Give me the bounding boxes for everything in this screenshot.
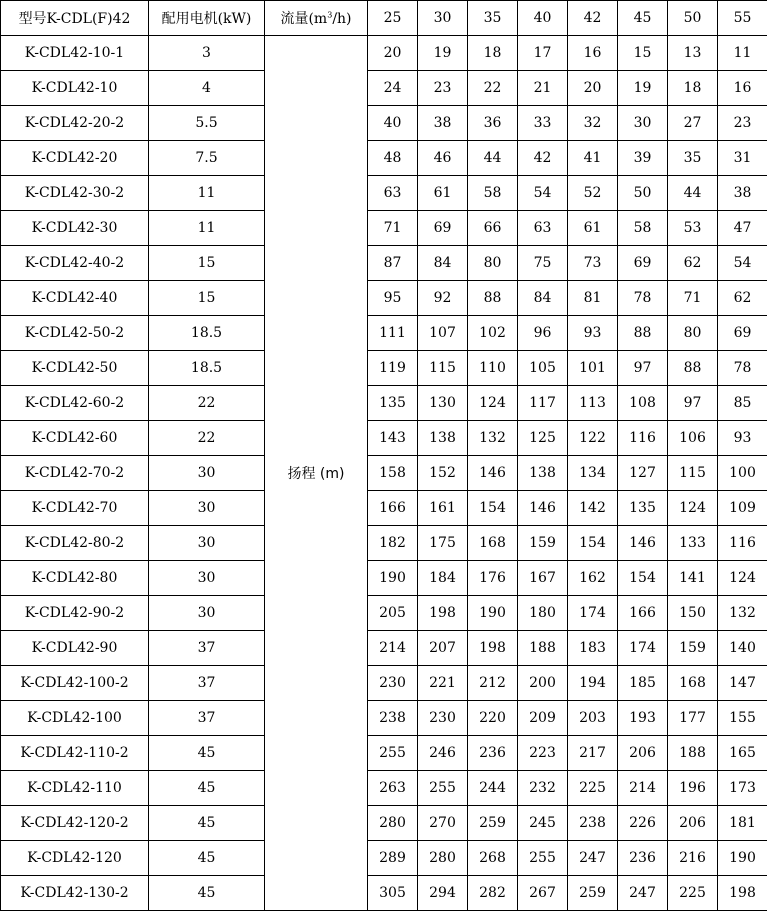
table-row <box>1 71 767 106</box>
head-value-cell: 166 <box>618 596 668 631</box>
head-value-cell: 117 <box>518 386 568 421</box>
head-value-cell: 100 <box>718 456 767 491</box>
table-row <box>1 176 767 211</box>
head-value-cell: 225 <box>668 876 718 911</box>
head-value-cell: 175 <box>418 526 468 561</box>
model-cell: K-CDL42-20 <box>1 141 149 176</box>
head-value-cell: 44 <box>668 176 718 211</box>
head-value-cell: 69 <box>718 316 767 351</box>
head-value-cell: 81 <box>568 281 618 316</box>
head-value-cell: 305 <box>368 876 418 911</box>
flow-value: 55 <box>718 1 767 36</box>
table-row <box>1 841 767 876</box>
head-value-cell: 207 <box>418 631 468 666</box>
head-value-cell: 95 <box>368 281 418 316</box>
model-cell: K-CDL42-50-2 <box>1 316 149 351</box>
model-header: 型号K-CDL(F)42 <box>1 1 149 36</box>
head-value-cell: 30 <box>618 106 668 141</box>
motor-cell: 22 <box>149 421 265 456</box>
head-value-cell: 133 <box>668 526 718 561</box>
head-value-cell: 22 <box>468 71 518 106</box>
head-value-cell: 85 <box>718 386 767 421</box>
motor-cell: 15 <box>149 281 265 316</box>
head-value-cell: 21 <box>518 71 568 106</box>
model-cell: K-CDL42-10-1 <box>1 36 149 71</box>
head-value-cell: 108 <box>618 386 668 421</box>
motor-cell: 45 <box>149 876 265 911</box>
table-row <box>1 876 767 911</box>
head-value-cell: 71 <box>668 281 718 316</box>
table-row <box>1 806 767 841</box>
motor-cell: 30 <box>149 456 265 491</box>
head-value-cell: 84 <box>418 246 468 281</box>
head-value-cell: 168 <box>668 666 718 701</box>
motor-cell: 11 <box>149 211 265 246</box>
head-value-cell: 268 <box>468 841 518 876</box>
head-value-cell: 138 <box>418 421 468 456</box>
head-value-cell: 184 <box>418 561 468 596</box>
head-value-cell: 216 <box>668 841 718 876</box>
head-value-cell: 69 <box>618 246 668 281</box>
head-value-cell: 69 <box>418 211 468 246</box>
model-cell: K-CDL42-70-2 <box>1 456 149 491</box>
head-value-cell: 230 <box>368 666 418 701</box>
head-value-cell: 232 <box>518 771 568 806</box>
head-value-cell: 93 <box>568 316 618 351</box>
head-value-cell: 124 <box>718 561 767 596</box>
head-value-cell: 182 <box>368 526 418 561</box>
head-value-cell: 190 <box>368 561 418 596</box>
head-value-cell: 198 <box>468 631 518 666</box>
head-value-cell: 154 <box>618 561 668 596</box>
head-value-cell: 212 <box>468 666 518 701</box>
table-row <box>1 106 767 141</box>
head-value-cell: 39 <box>618 141 668 176</box>
head-value-cell: 33 <box>518 106 568 141</box>
head-value-cell: 146 <box>618 526 668 561</box>
head-value-cell: 146 <box>468 456 518 491</box>
head-value-cell: 92 <box>418 281 468 316</box>
head-value-cell: 110 <box>468 351 518 386</box>
head-value-cell: 115 <box>418 351 468 386</box>
head-value-cell: 47 <box>718 211 767 246</box>
head-value-cell: 190 <box>468 596 518 631</box>
head-value-cell: 130 <box>418 386 468 421</box>
head-value-cell: 255 <box>418 771 468 806</box>
head-value-cell: 124 <box>668 491 718 526</box>
head-value-cell: 255 <box>518 841 568 876</box>
head-value-cell: 23 <box>718 106 767 141</box>
head-value-cell: 46 <box>418 141 468 176</box>
head-value-cell: 143 <box>368 421 418 456</box>
head-value-cell: 177 <box>668 701 718 736</box>
motor-cell: 18.5 <box>149 351 265 386</box>
model-cell: K-CDL42-10 <box>1 71 149 106</box>
head-value-cell: 111 <box>368 316 418 351</box>
head-value-cell: 87 <box>368 246 418 281</box>
head-value-cell: 180 <box>518 596 568 631</box>
model-cell: K-CDL42-100-2 <box>1 666 149 701</box>
head-value-cell: 238 <box>368 701 418 736</box>
motor-cell: 37 <box>149 701 265 736</box>
head-value-cell: 71 <box>368 211 418 246</box>
flow-header-suffix: /h) <box>332 11 352 27</box>
head-value-cell: 209 <box>518 701 568 736</box>
model-cell: K-CDL42-120-2 <box>1 806 149 841</box>
head-value-cell: 294 <box>418 876 468 911</box>
head-value-cell: 31 <box>718 141 767 176</box>
head-value-cell: 190 <box>718 841 767 876</box>
head-value-cell: 152 <box>418 456 468 491</box>
head-value-cell: 245 <box>518 806 568 841</box>
head-value-cell: 16 <box>568 36 618 71</box>
motor-cell: 11 <box>149 176 265 211</box>
head-value-cell: 11 <box>718 36 767 71</box>
head-value-cell: 61 <box>418 176 468 211</box>
head-value-cell: 63 <box>518 211 568 246</box>
head-value-cell: 73 <box>568 246 618 281</box>
head-value-cell: 80 <box>668 316 718 351</box>
table-row <box>1 246 767 281</box>
flow-value: 25 <box>368 1 418 36</box>
table-row <box>1 456 767 491</box>
head-value-cell: 174 <box>568 596 618 631</box>
head-value-cell: 54 <box>518 176 568 211</box>
head-value-cell: 18 <box>668 71 718 106</box>
head-value-cell: 20 <box>368 36 418 71</box>
flow-value: 40 <box>518 1 568 36</box>
head-value-cell: 52 <box>568 176 618 211</box>
head-value-cell: 78 <box>618 281 668 316</box>
head-value-cell: 132 <box>718 596 767 631</box>
head-value-cell: 140 <box>718 631 767 666</box>
head-value-cell: 102 <box>468 316 518 351</box>
head-value-cell: 106 <box>668 421 718 456</box>
head-value-cell: 19 <box>618 71 668 106</box>
head-value-cell: 113 <box>568 386 618 421</box>
head-value-cell: 165 <box>718 736 767 771</box>
head-value-cell: 154 <box>468 491 518 526</box>
head-value-cell: 181 <box>718 806 767 841</box>
head-value-cell: 138 <box>518 456 568 491</box>
head-value-cell: 41 <box>568 141 618 176</box>
head-value-cell: 132 <box>468 421 518 456</box>
table-row <box>1 281 767 316</box>
head-value-cell: 97 <box>668 386 718 421</box>
head-value-cell: 174 <box>618 631 668 666</box>
head-value-cell: 50 <box>618 176 668 211</box>
head-value-cell: 93 <box>718 421 767 456</box>
head-value-cell: 188 <box>518 631 568 666</box>
head-value-cell: 35 <box>668 141 718 176</box>
head-value-cell: 255 <box>368 736 418 771</box>
head-value-cell: 282 <box>468 876 518 911</box>
head-value-cell: 194 <box>568 666 618 701</box>
head-value-cell: 18 <box>468 36 518 71</box>
head-value-cell: 154 <box>568 526 618 561</box>
head-value-cell: 247 <box>568 841 618 876</box>
head-value-cell: 20 <box>568 71 618 106</box>
model-cell: K-CDL42-120 <box>1 841 149 876</box>
motor-cell: 3 <box>149 36 265 71</box>
model-cell: K-CDL42-60 <box>1 421 149 456</box>
table-row <box>1 736 767 771</box>
head-value-cell: 220 <box>468 701 518 736</box>
head-value-cell: 58 <box>618 211 668 246</box>
head-value-cell: 247 <box>618 876 668 911</box>
flow-value: 45 <box>618 1 668 36</box>
flow-value: 42 <box>568 1 618 36</box>
head-value-cell: 226 <box>618 806 668 841</box>
head-value-cell: 62 <box>668 246 718 281</box>
head-value-cell: 206 <box>668 806 718 841</box>
head-value-cell: 135 <box>618 491 668 526</box>
model-cell: K-CDL42-110-2 <box>1 736 149 771</box>
head-value-cell: 159 <box>668 631 718 666</box>
head-value-cell: 280 <box>368 806 418 841</box>
head-value-cell: 150 <box>668 596 718 631</box>
head-value-cell: 17 <box>518 36 568 71</box>
model-cell: K-CDL42-20-2 <box>1 106 149 141</box>
head-value-cell: 38 <box>718 176 767 211</box>
table-row <box>1 421 767 456</box>
head-value-cell: 23 <box>418 71 468 106</box>
model-cell: K-CDL42-80-2 <box>1 526 149 561</box>
head-value-cell: 158 <box>368 456 418 491</box>
head-value-cell: 122 <box>568 421 618 456</box>
head-value-cell: 203 <box>568 701 618 736</box>
motor-header: 配用电机(kW) <box>149 1 265 36</box>
motor-cell: 7.5 <box>149 141 265 176</box>
flow-value: 35 <box>468 1 518 36</box>
motor-cell: 30 <box>149 526 265 561</box>
head-value-cell: 238 <box>568 806 618 841</box>
table-row <box>1 771 767 806</box>
head-value-cell: 147 <box>718 666 767 701</box>
motor-cell: 37 <box>149 666 265 701</box>
model-cell: K-CDL42-130-2 <box>1 876 149 911</box>
head-value-cell: 176 <box>468 561 518 596</box>
motor-cell: 30 <box>149 561 265 596</box>
head-value-cell: 58 <box>468 176 518 211</box>
model-cell: K-CDL42-60-2 <box>1 386 149 421</box>
head-value-cell: 27 <box>668 106 718 141</box>
head-value-cell: 225 <box>568 771 618 806</box>
head-value-cell: 146 <box>518 491 568 526</box>
motor-cell: 5.5 <box>149 106 265 141</box>
head-value-cell: 196 <box>668 771 718 806</box>
motor-cell: 15 <box>149 246 265 281</box>
head-value-cell: 42 <box>518 141 568 176</box>
table-row <box>1 316 767 351</box>
head-value-cell: 173 <box>718 771 767 806</box>
head-value-cell: 116 <box>718 526 767 561</box>
model-cell: K-CDL42-40-2 <box>1 246 149 281</box>
head-value-cell: 97 <box>618 351 668 386</box>
head-value-cell: 88 <box>668 351 718 386</box>
head-value-cell: 107 <box>418 316 468 351</box>
head-value-cell: 19 <box>418 36 468 71</box>
head-value-cell: 205 <box>368 596 418 631</box>
head-value-cell: 96 <box>518 316 568 351</box>
model-cell: K-CDL42-110 <box>1 771 149 806</box>
head-value-cell: 188 <box>668 736 718 771</box>
head-value-cell: 127 <box>618 456 668 491</box>
head-value-cell: 134 <box>568 456 618 491</box>
head-value-cell: 167 <box>518 561 568 596</box>
motor-cell: 30 <box>149 491 265 526</box>
head-value-cell: 62 <box>718 281 767 316</box>
head-value-cell: 53 <box>668 211 718 246</box>
head-value-cell: 236 <box>468 736 518 771</box>
head-value-cell: 88 <box>618 316 668 351</box>
table-row <box>1 701 767 736</box>
model-cell: K-CDL42-30 <box>1 211 149 246</box>
head-value-cell: 61 <box>568 211 618 246</box>
head-value-cell: 80 <box>468 246 518 281</box>
motor-cell: 18.5 <box>149 316 265 351</box>
model-cell: K-CDL42-90-2 <box>1 596 149 631</box>
flow-header-prefix: 流量(m <box>280 11 328 27</box>
model-cell: K-CDL42-70 <box>1 491 149 526</box>
head-value-cell: 200 <box>518 666 568 701</box>
head-value-cell: 259 <box>568 876 618 911</box>
head-value-cell: 15 <box>618 36 668 71</box>
head-value-cell: 63 <box>368 176 418 211</box>
head-value-cell: 223 <box>518 736 568 771</box>
table-row <box>1 351 767 386</box>
head-value-cell: 263 <box>368 771 418 806</box>
head-value-cell: 244 <box>468 771 518 806</box>
table-row <box>1 491 767 526</box>
head-value-cell: 125 <box>518 421 568 456</box>
head-value-cell: 116 <box>618 421 668 456</box>
head-value-cell: 246 <box>418 736 468 771</box>
head-value-cell: 161 <box>418 491 468 526</box>
head-value-cell: 16 <box>718 71 767 106</box>
table-row <box>1 386 767 421</box>
motor-cell: 45 <box>149 771 265 806</box>
table-row <box>1 211 767 246</box>
head-value-cell: 280 <box>418 841 468 876</box>
table-row <box>1 631 767 666</box>
flow-header-sup: 3 <box>327 10 333 20</box>
head-value-cell: 198 <box>718 876 767 911</box>
head-value-cell: 109 <box>718 491 767 526</box>
head-value-cell: 217 <box>568 736 618 771</box>
head-value-cell: 267 <box>518 876 568 911</box>
header-row <box>1 1 767 36</box>
motor-cell: 45 <box>149 841 265 876</box>
motor-cell: 45 <box>149 736 265 771</box>
motor-cell: 4 <box>149 71 265 106</box>
head-value-cell: 88 <box>468 281 518 316</box>
head-value-cell: 141 <box>668 561 718 596</box>
head-value-cell: 13 <box>668 36 718 71</box>
model-cell: K-CDL42-30-2 <box>1 176 149 211</box>
head-value-cell: 230 <box>418 701 468 736</box>
table-row <box>1 141 767 176</box>
head-value-cell: 259 <box>468 806 518 841</box>
head-value-cell: 159 <box>518 526 568 561</box>
table-row <box>1 561 767 596</box>
head-value-cell: 162 <box>568 561 618 596</box>
model-cell: K-CDL42-80 <box>1 561 149 596</box>
head-value-cell: 84 <box>518 281 568 316</box>
head-value-cell: 40 <box>368 106 418 141</box>
head-value-cell: 36 <box>468 106 518 141</box>
head-value-cell: 236 <box>618 841 668 876</box>
table-row <box>1 596 767 631</box>
motor-cell: 22 <box>149 386 265 421</box>
head-value-cell: 66 <box>468 211 518 246</box>
motor-cell: 30 <box>149 596 265 631</box>
head-value-cell: 54 <box>718 246 767 281</box>
head-value-cell: 183 <box>568 631 618 666</box>
head-value-cell: 75 <box>518 246 568 281</box>
model-cell: K-CDL42-50 <box>1 351 149 386</box>
head-value-cell: 193 <box>618 701 668 736</box>
head-value-cell: 38 <box>418 106 468 141</box>
head-value-cell: 135 <box>368 386 418 421</box>
head-value-cell: 115 <box>668 456 718 491</box>
head-value-cell: 206 <box>618 736 668 771</box>
head-value-cell: 101 <box>568 351 618 386</box>
model-cell: K-CDL42-40 <box>1 281 149 316</box>
model-cell: K-CDL42-90 <box>1 631 149 666</box>
head-value-cell: 142 <box>568 491 618 526</box>
head-value-cell: 78 <box>718 351 767 386</box>
flow-value: 30 <box>418 1 468 36</box>
head-value-cell: 48 <box>368 141 418 176</box>
table-row <box>1 526 767 561</box>
head-value-cell: 166 <box>368 491 418 526</box>
head-value-cell: 32 <box>568 106 618 141</box>
head-value-cell: 214 <box>368 631 418 666</box>
table-row <box>1 666 767 701</box>
head-value-cell: 270 <box>418 806 468 841</box>
flow-header <box>265 1 368 36</box>
head-value-cell: 185 <box>618 666 668 701</box>
head-value-cell: 24 <box>368 71 418 106</box>
head-value-cell: 198 <box>418 596 468 631</box>
motor-cell: 45 <box>149 806 265 841</box>
flow-value: 50 <box>668 1 718 36</box>
head-value-cell: 119 <box>368 351 418 386</box>
head-value-cell: 221 <box>418 666 468 701</box>
head-value-cell: 105 <box>518 351 568 386</box>
head-value-cell: 214 <box>618 771 668 806</box>
head-label-cell: 扬程 (m) <box>265 36 368 911</box>
table-row <box>1 36 767 71</box>
head-value-cell: 289 <box>368 841 418 876</box>
head-value-cell: 124 <box>468 386 518 421</box>
motor-cell: 37 <box>149 631 265 666</box>
head-value-cell: 155 <box>718 701 767 736</box>
head-value-cell: 168 <box>468 526 518 561</box>
model-cell: K-CDL42-100 <box>1 701 149 736</box>
head-value-cell: 44 <box>468 141 518 176</box>
